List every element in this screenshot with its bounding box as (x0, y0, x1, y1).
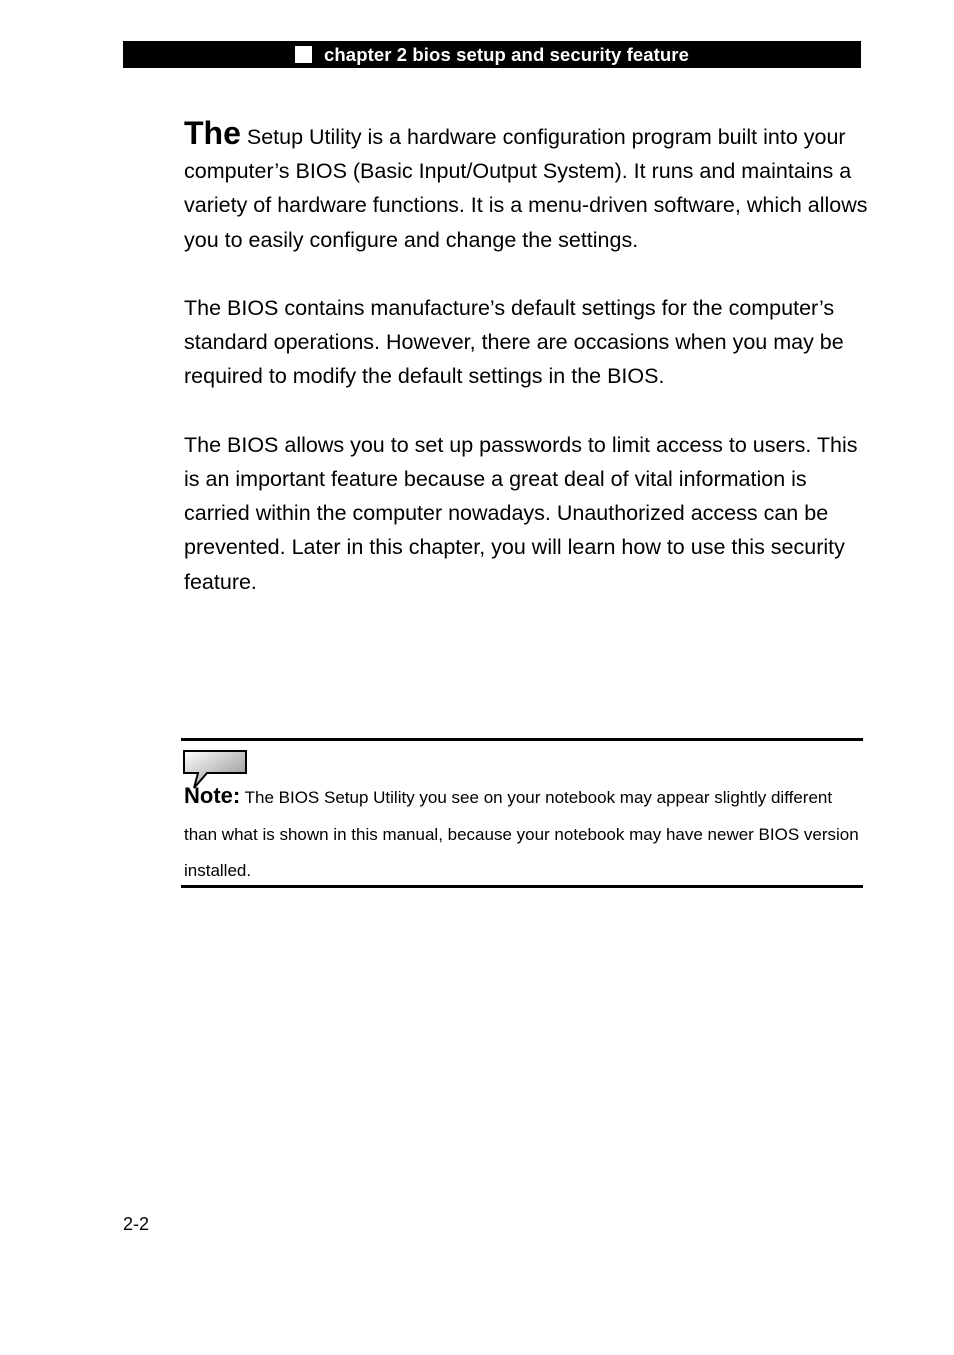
page-number: 2-2 (123, 1214, 150, 1234)
note-label: Note: (184, 783, 241, 808)
paragraph-3: The BIOS allows you to set up passwords to limit access to users. This is an important feature because a great deal of vital information is carried within the computer nowadays. Unauthorized access can be prevented. Later in this chapter, you will learn how to use this security feature. (184, 432, 858, 594)
header-square-icon (295, 46, 312, 63)
note-box (181, 738, 863, 888)
body-text (184, 115, 869, 633)
chapter-header-bar (123, 41, 861, 68)
paragraph-1 (184, 115, 869, 257)
note-text (184, 778, 864, 890)
lead-word: The (184, 115, 241, 151)
note-body: The BIOS Setup Utility you see on your notebook may appear slightly different than what is shown in this manual, because your notebook may have newer BIOS version installed. (184, 788, 859, 880)
chapter-title: chapter 2 bios setup and security feature (324, 43, 689, 65)
paragraph-2: The BIOS contains manufacture’s default settings for the computer’s standard operations. However, there are occasions when you may be required to modify the default settings in the BIOS. (184, 296, 844, 389)
paragraph-1-text: Setup Utility is a hardware configuration program built into your computer’s BIOS (Basic Input/Output System). It runs and maintains a variety of hardware functions. It is a menu-driven software, which allows you to easily configure and change the settings. (184, 125, 868, 252)
